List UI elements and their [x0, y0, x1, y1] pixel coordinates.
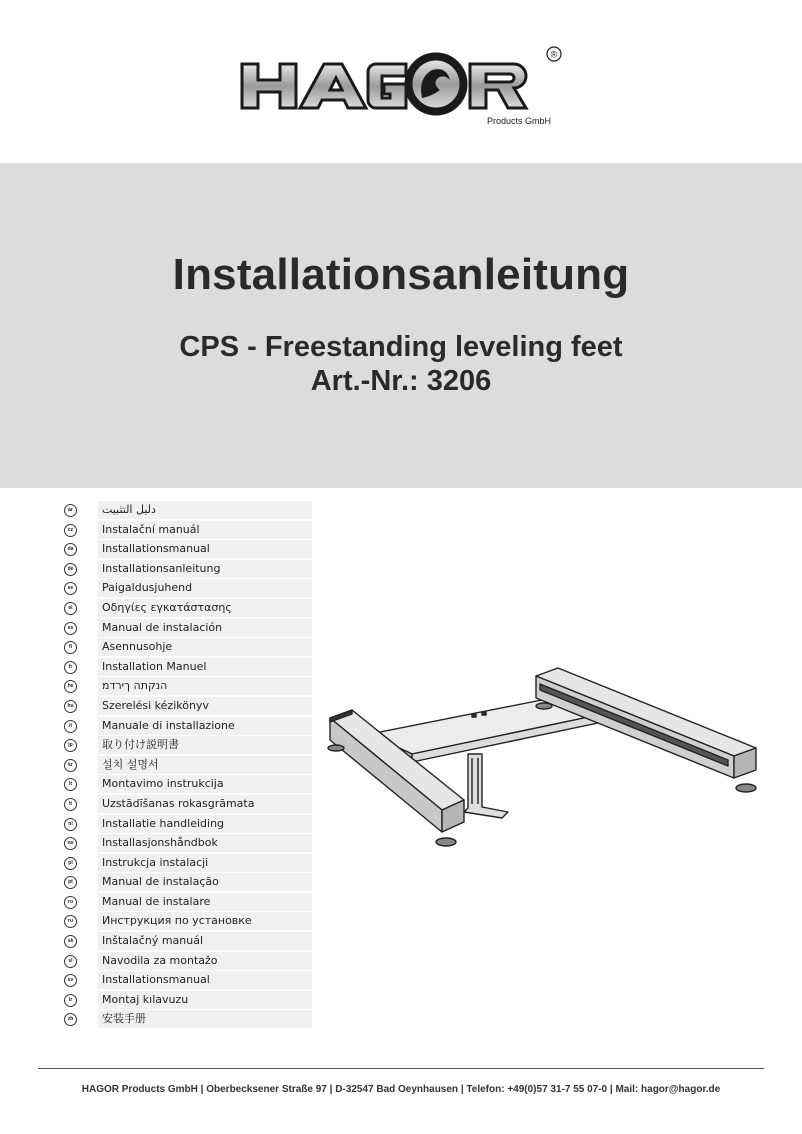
language-item: [64, 932, 310, 952]
language-label: Manual de instalación: [98, 619, 312, 637]
language-label: 取り付け説明書: [98, 736, 312, 754]
language-code-badge: nl: [64, 818, 77, 831]
page-title: Installationsanleitung: [172, 250, 630, 299]
language-item: [64, 658, 310, 678]
language-label: Navodila za montažo: [98, 952, 312, 970]
footer-address: HAGOR Products GmbH | Oberbecksener Straße 97 | D-32547 Bad Oeynhausen | Telefon: +49(0)57 31-7 55 07-0 | Mail: hagor@hagor.de: [81, 1084, 721, 1095]
language-label: Montavimo instrukcija: [98, 775, 312, 793]
language-code-badge: pl: [64, 857, 77, 870]
language-code-badge: kr: [64, 759, 77, 772]
brand-subtitle: Products GmbH: [487, 116, 552, 126]
language-item: [64, 599, 310, 619]
language-label: Installationsmanual: [98, 540, 312, 558]
language-code-badge: zh: [64, 1013, 77, 1026]
language-item: [64, 619, 310, 639]
language-code-badge: pt: [64, 876, 77, 889]
language-item: [64, 677, 310, 697]
language-code-badge: da: [64, 543, 77, 556]
title-banner: [0, 163, 802, 488]
language-code-badge: cz: [64, 524, 77, 537]
language-code-badge: sl: [64, 955, 77, 968]
language-code-badge: he: [64, 680, 77, 693]
language-label: Instrukcja instalacji: [98, 854, 312, 872]
language-item: [64, 854, 310, 874]
language-code-badge: fr: [64, 661, 77, 674]
language-label: Installationsanleitung: [98, 560, 312, 578]
language-code-badge: es: [64, 622, 77, 635]
language-label: Manual de instalare: [98, 893, 312, 911]
language-code-badge: ru: [64, 915, 77, 928]
language-code-badge: no: [64, 837, 77, 850]
language-label: Inštalačný manuál: [98, 932, 312, 950]
language-item: [64, 756, 310, 776]
language-code-badge: sk: [64, 935, 77, 948]
language-item: [64, 873, 310, 893]
language-code-badge: lt: [64, 798, 77, 811]
language-item: [64, 952, 310, 972]
language-label: Installatie handleiding: [98, 815, 312, 833]
language-label: Инструкция по установке: [98, 912, 312, 930]
language-code-badge: lt: [64, 778, 77, 791]
language-code-badge: jp: [64, 739, 77, 752]
language-item: [64, 560, 310, 580]
language-code-badge: hu: [64, 700, 77, 713]
language-label: Manual de instalação: [98, 873, 312, 891]
language-list: [64, 501, 310, 1030]
language-item: [64, 893, 310, 913]
language-label: Paigaldusjuhend: [98, 579, 312, 597]
language-code-badge: tr: [64, 994, 77, 1007]
product-illustration: [322, 662, 764, 852]
language-item: [64, 815, 310, 835]
language-code-badge: fi: [64, 641, 77, 654]
language-label: Uzstādīšanas rokasgrāmata: [98, 795, 312, 813]
language-label: Installation Manuel: [98, 658, 312, 676]
language-item: [64, 912, 310, 932]
language-label: دليل التثبيت: [98, 501, 312, 519]
language-code-badge: it: [64, 720, 77, 733]
language-label: הנקתה ךירדמ: [98, 677, 312, 695]
language-item: [64, 1010, 310, 1030]
article-number: Art.-Nr.: 3206: [310, 365, 492, 397]
language-code-badge: sv: [64, 974, 77, 987]
language-code-badge: ar: [64, 504, 77, 517]
language-item: [64, 579, 310, 599]
language-label: Installationsmanual: [98, 971, 312, 989]
language-code-badge: de: [64, 563, 77, 576]
language-item: [64, 501, 310, 521]
language-item: [64, 971, 310, 991]
language-label: Montaj kılavuzu: [98, 991, 312, 1009]
language-label: Szerelési kézikönyv: [98, 697, 312, 715]
language-item: [64, 638, 310, 658]
language-item: [64, 697, 310, 717]
language-label: Asennusohje: [98, 638, 312, 656]
language-label: Manuale di installazione: [98, 717, 312, 735]
registered-mark: ®: [550, 49, 558, 60]
language-label: Installasjonshåndbok: [98, 834, 312, 852]
language-item: [64, 736, 310, 756]
language-item: [64, 795, 310, 815]
product-name: CPS - Freestanding leveling feet: [179, 331, 623, 363]
language-label: 安装手册: [98, 1010, 312, 1028]
language-label: 설치 설명서: [98, 756, 312, 774]
language-item: [64, 834, 310, 854]
language-item: [64, 540, 310, 560]
language-code-badge: el: [64, 602, 77, 615]
language-label: Οδηγίες εγκατάστασης: [98, 599, 312, 617]
language-item: [64, 991, 310, 1011]
language-label: Instalační manuál: [98, 521, 312, 539]
language-item: [64, 521, 310, 541]
language-item: [64, 717, 310, 737]
language-code-badge: ee: [64, 582, 77, 595]
language-code-badge: ro: [64, 896, 77, 909]
product-subtitle: [0, 330, 802, 398]
footer-divider: [38, 1068, 764, 1069]
language-item: [64, 775, 310, 795]
